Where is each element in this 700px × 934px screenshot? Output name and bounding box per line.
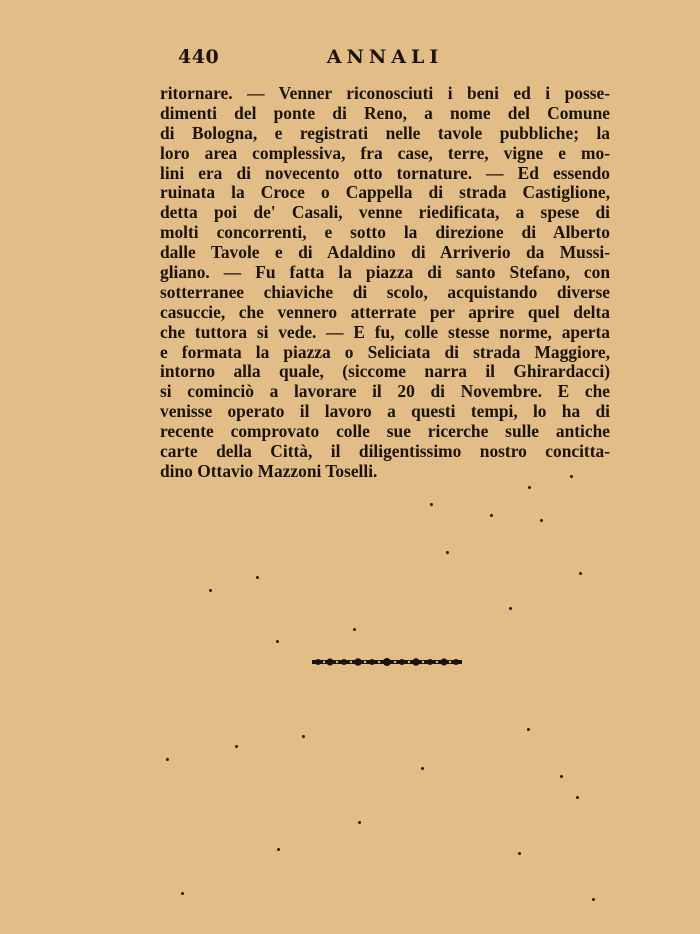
print-speck — [421, 767, 424, 770]
print-speck — [446, 551, 449, 554]
print-speck — [592, 898, 595, 901]
text-line: detta poi de' Casali, venne riedificata, a spese di — [160, 202, 610, 223]
print-speck — [540, 519, 543, 522]
print-speck — [528, 486, 531, 489]
text-line: dalle Tavole e di Adaldino di Arriverio da Mussi- — [160, 242, 610, 263]
print-speck — [570, 475, 573, 478]
text-line: si cominciò a lavorare il 20 di Novembre. E che — [160, 381, 610, 402]
body-text — [160, 84, 610, 482]
print-speck — [276, 640, 279, 643]
print-speck — [579, 572, 582, 575]
page-number: 440 — [178, 46, 220, 68]
text-line: lini era di novecento otto tornature. — Ed essendo — [160, 162, 610, 183]
print-speck — [560, 775, 563, 778]
print-speck — [302, 735, 305, 738]
text-line: che tuttora si vede. — E fu, colle stesse norme, aperta — [160, 321, 610, 342]
ornament-divider — [312, 657, 462, 667]
text-line: recente comprovato colle sue ricerche sulle antiche — [160, 421, 610, 442]
print-speck — [358, 821, 361, 824]
text-line: carte della Città, il diligentissimo nostro concitta- — [160, 441, 610, 462]
running-head: ANNALI — [326, 46, 444, 68]
print-speck — [490, 514, 493, 517]
print-speck — [209, 589, 212, 592]
text-line: dimenti del ponte di Reno, a nome del Comune — [160, 102, 610, 123]
print-speck — [181, 892, 184, 895]
text-line: sotterranee chiaviche di scolo, acquistando diverse — [160, 281, 610, 302]
print-speck — [576, 796, 579, 799]
print-speck — [509, 607, 512, 610]
text-line: intorno alla quale, (siccome narra il Ghirardacci) — [160, 361, 610, 382]
print-speck — [518, 852, 521, 855]
text-line: ritornare. — Venner riconosciuti i beni ed i posse- — [160, 83, 610, 103]
text-line: loro area complessiva, fra case, terre, vigne e mo- — [160, 142, 610, 163]
text-line: ruinata la Croce o Cappella di strada Castiglione, — [160, 182, 610, 203]
text-line: venisse operato il lavoro a questi tempi, lo ha di — [160, 401, 610, 422]
print-speck — [353, 628, 356, 631]
print-speck — [256, 576, 259, 579]
print-speck — [166, 758, 169, 761]
text-line: gliano. — Fu fatta la piazza di santo Stefano, con — [160, 262, 610, 283]
print-speck — [277, 848, 280, 851]
print-speck — [527, 728, 530, 731]
print-speck — [235, 745, 238, 748]
text-line: molti concorrenti, e sotto la direzione di Alberto — [160, 222, 610, 243]
text-line: e formata la piazza o Seliciata di strada Maggiore, — [160, 341, 610, 362]
page-header — [160, 46, 610, 74]
print-speck — [430, 503, 433, 506]
text-line: casuccie, che vennero atterrate per aprire quel delta — [160, 301, 610, 322]
text-line: dino Ottavio Mazzoni Toselli. — [160, 460, 378, 481]
text-line: di Bologna, e registrati nelle tavole pubbliche; la — [160, 122, 610, 143]
